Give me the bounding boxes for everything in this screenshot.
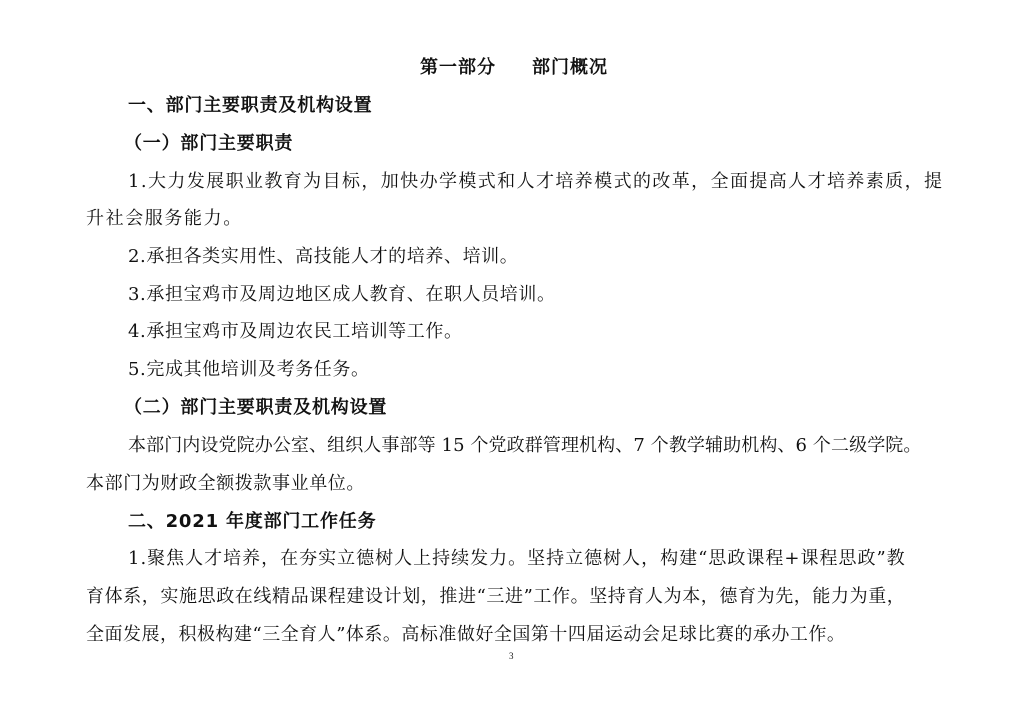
section-heading-2: 二、2021 年度部门工作任务 (128, 511, 377, 532)
page-title (420, 56, 608, 80)
subsection-heading-2: （二）部门主要职责及机构设置 (124, 397, 388, 418)
title-part: 第一部分 (420, 57, 496, 78)
title-name: 部门概况 (532, 57, 608, 78)
duty-item-2: 2.承担各类实用性、高技能人才的培养、培训。 (128, 246, 519, 267)
task-item-1-line-1: 1.聚焦人才培养，在夯实立德树人上持续发力。坚持立德树人，构建“思政课程+课程思政”教 (128, 548, 906, 569)
duty-item-5: 5.完成其他培训及考务任务。 (128, 359, 370, 380)
subsection-heading-1: （一）部门主要职责 (124, 133, 294, 154)
task-item-1-line-2: 育体系，实施思政在线精品课程建设计划，推进“三进”工作。坚持育人为本，德育为先，能力为重， (86, 586, 906, 607)
duty-item-1-line-1: 1.大力发展职业教育为目标，加快办学模式和人才培养模式的改革，全面提高人才培养素质，提 (128, 171, 944, 192)
section-heading-1: 一、部门主要职责及机构设置 (128, 95, 373, 116)
page-number: 3 (509, 651, 514, 661)
duty-item-1-line-2: 升社会服务能力。 (86, 208, 243, 229)
duty-item-4: 4.承担宝鸡市及周边农民工培训等工作。 (128, 321, 463, 342)
task-item-1-line-3: 全面发展，积极构建“三全育人”体系。高标准做好全国第十四届运动会足球比赛的承办工作。 (86, 624, 846, 645)
duty-item-3: 3.承担宝鸡市及周边地区成人教育、在职人员培训。 (128, 284, 556, 305)
org-paragraph-line-1: 本部门内设党院办公室、组织人事部等 15 个党政群管理机构、7 个教学辅助机构、6 个二级学院。 (128, 435, 922, 456)
org-paragraph-line-2: 本部门为财政全额拨款事业单位。 (86, 473, 365, 494)
